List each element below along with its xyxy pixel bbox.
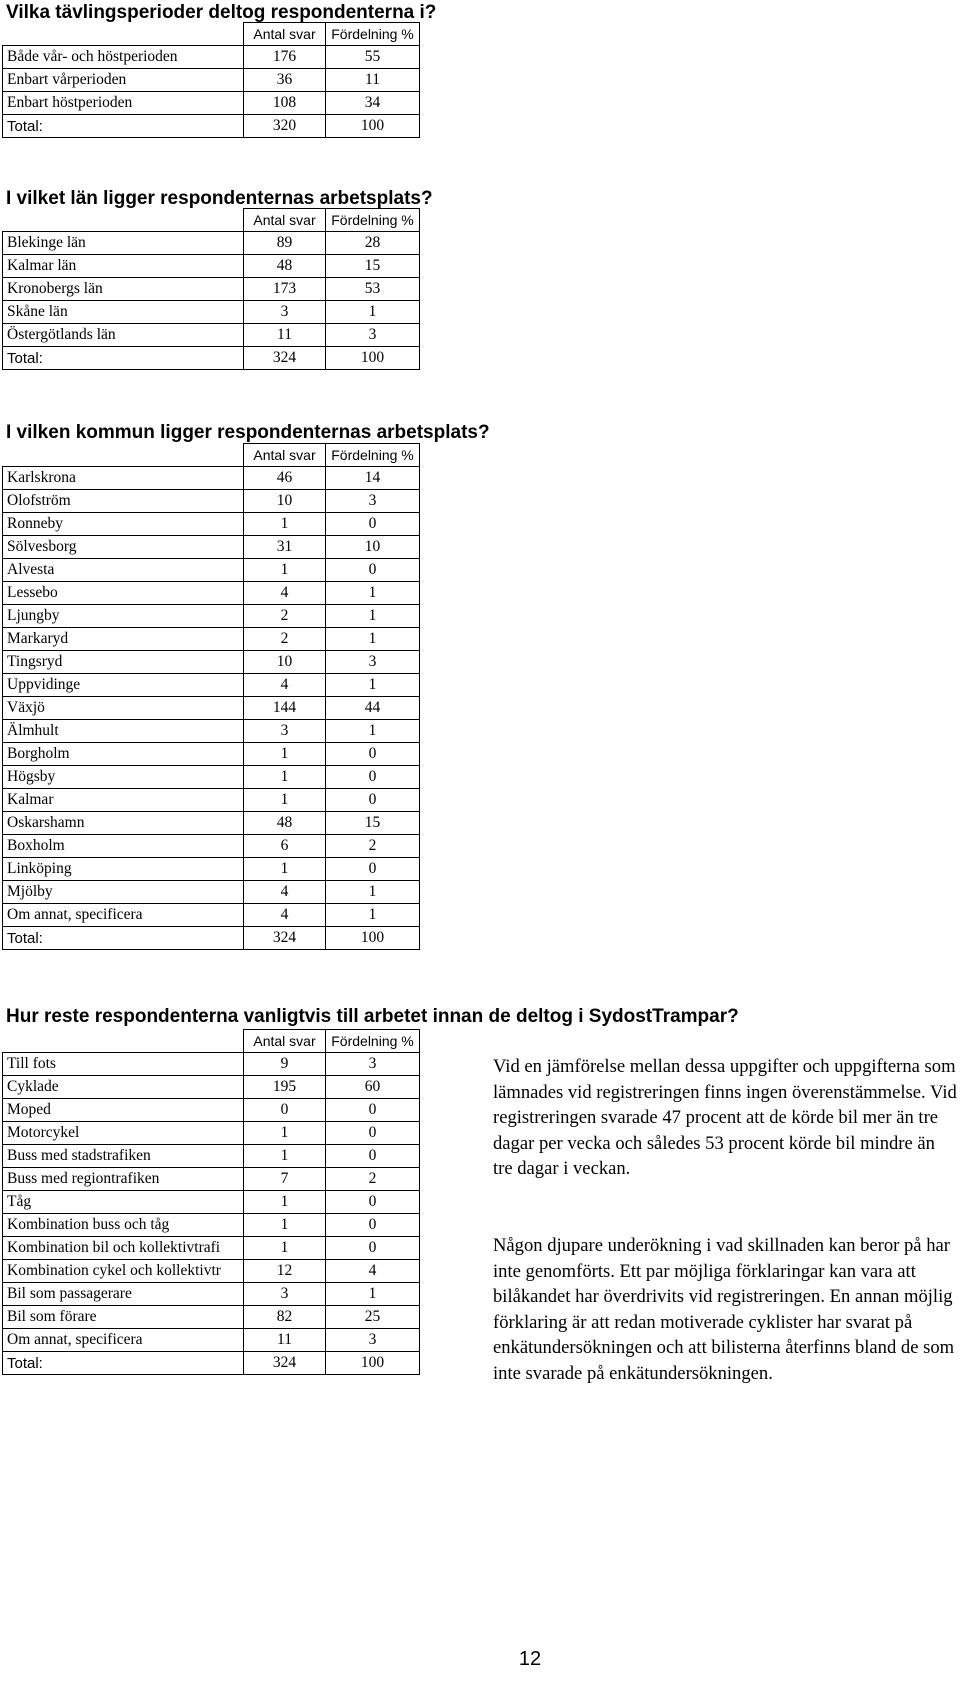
row-count: 2 [244,628,326,651]
row-count: 48 [244,255,326,278]
row-count: 11 [244,1329,326,1352]
total-row [3,115,420,138]
row-percent: 0 [326,1099,420,1122]
row-percent: 0 [326,513,420,536]
row-label: Kombination cykel och kollektivtr [3,1260,244,1283]
row-label: Till fots [3,1053,244,1076]
comparison-paragraph: Vid en jämförelse mellan dessa uppgifter och uppgifterna som lämnades vid registreringen finns ingen överenstämmelse. Vid registreringen svarade 47 procent att de körde bil mer än tre dagar per vecka och således 53 procent körde bil mindre än tre dagar i veckan. [493,1056,957,1180]
total-count: 320 [244,115,326,138]
table-row [3,1099,420,1122]
table-row [3,513,420,536]
row-count: 1 [244,1237,326,1260]
row-label: Enbart höstperioden [3,92,244,115]
header-count: Antal svar [244,444,326,467]
table-row [3,69,420,92]
row-percent: 1 [326,628,420,651]
row-percent: 1 [326,904,420,927]
row-label: Ljungby [3,605,244,628]
total-count: 324 [244,1352,326,1375]
row-label: Kalmar [3,789,244,812]
row-percent: 34 [326,92,420,115]
row-percent: 3 [326,1053,420,1076]
total-percent: 100 [326,1352,420,1375]
row-count: 6 [244,835,326,858]
total-row [3,927,420,950]
row-count: 1 [244,766,326,789]
header-percent: Fördelning % [326,444,420,467]
row-count: 3 [244,1283,326,1306]
row-count: 1 [244,1122,326,1145]
table-row [3,835,420,858]
table-row [3,881,420,904]
total-percent: 100 [326,115,420,138]
row-percent: 3 [326,324,420,347]
table-row [3,490,420,513]
table-row [3,1122,420,1145]
header-percent: Fördelning % [326,209,420,232]
row-count: 4 [244,582,326,605]
row-label: Motorcykel [3,1122,244,1145]
row-count: 10 [244,490,326,513]
section-title-municipality: I vilken kommun ligger respondenternas arbetsplats? [6,422,490,443]
table-row [3,697,420,720]
row-label: Växjö [3,697,244,720]
row-percent: 25 [326,1306,420,1329]
table-row [3,1283,420,1306]
header-count: Antal svar [244,23,326,46]
table-row [3,720,420,743]
row-percent: 0 [326,1214,420,1237]
table-row [3,1168,420,1191]
row-percent: 3 [326,1329,420,1352]
table-row [3,904,420,927]
table-row [3,1076,420,1099]
row-count: 1 [244,789,326,812]
row-label: Blekinge län [3,232,244,255]
row-count: 173 [244,278,326,301]
table-row [3,789,420,812]
table-row [3,559,420,582]
total-label: Total: [3,347,244,370]
row-count: 7 [244,1168,326,1191]
row-count: 1 [244,858,326,881]
row-count: 1 [244,1214,326,1237]
row-label: Om annat, specificera [3,904,244,927]
table-row [3,1191,420,1214]
row-label: Linköping [3,858,244,881]
row-label: Oskarshamn [3,812,244,835]
row-count: 36 [244,69,326,92]
row-percent: 0 [326,743,420,766]
row-percent: 1 [326,301,420,324]
row-percent: 28 [326,232,420,255]
row-count: 1 [244,559,326,582]
row-label: Kombination buss och tåg [3,1214,244,1237]
header-count: Antal svar [244,1030,326,1053]
row-label: Kronobergs län [3,278,244,301]
table-row [3,582,420,605]
section-title-periods: Vilka tävlingsperioder deltog respondenterna i? [6,2,437,23]
table-row [3,467,420,490]
row-count: 4 [244,904,326,927]
total-count: 324 [244,927,326,950]
row-count: 1 [244,1191,326,1214]
row-count: 1 [244,743,326,766]
row-percent: 0 [326,1237,420,1260]
row-percent: 1 [326,582,420,605]
table-county [2,208,420,370]
section-title-county: I vilket län ligger respondenternas arbetsplats? [6,188,433,209]
explanation-paragraph: Någon djupare underökning i vad skillnaden kan beror på har inte genomförts. Ett par möjliga förklaringar kan vara att bilåkandet har överdrivits vid registreringen. En annan möjlig förklaring är att redan motiverade cyklister har svarat på enkätundersökningen och att bilisterna återfinns bland de som inte svarade på enkätundersökningen. [493,1235,955,1384]
header-blank-cell [3,209,244,232]
row-label: Tåg [3,1191,244,1214]
table-header-row [3,1030,420,1053]
row-count: 4 [244,674,326,697]
total-label: Total: [3,115,244,138]
header-blank-cell [3,23,244,46]
row-count: 1 [244,513,326,536]
row-label: Älmhult [3,720,244,743]
table-row [3,1260,420,1283]
row-label: Buss med stadstrafiken [3,1145,244,1168]
row-percent: 0 [326,766,420,789]
total-count: 324 [244,347,326,370]
row-count: 11 [244,324,326,347]
row-label: Olofström [3,490,244,513]
row-label: Bil som passagerare [3,1283,244,1306]
total-label: Total: [3,1352,244,1375]
table-row [3,46,420,69]
row-count: 82 [244,1306,326,1329]
row-percent: 1 [326,720,420,743]
total-row [3,1352,420,1375]
row-label: Mjölby [3,881,244,904]
table-row [3,536,420,559]
row-label: Borgholm [3,743,244,766]
total-label: Total: [3,927,244,950]
row-percent: 1 [326,605,420,628]
row-label: Cyklade [3,1076,244,1099]
row-count: 1 [244,1145,326,1168]
table-row [3,743,420,766]
row-percent: 3 [326,651,420,674]
row-percent: 55 [326,46,420,69]
row-label: Uppvidinge [3,674,244,697]
table-row [3,651,420,674]
table-row [3,278,420,301]
table-row [3,628,420,651]
row-percent: 60 [326,1076,420,1099]
table-header-row [3,23,420,46]
row-count: 4 [244,881,326,904]
table-row [3,858,420,881]
row-label: Karlskrona [3,467,244,490]
table-row [3,255,420,278]
row-label: Både vår- och höstperioden [3,46,244,69]
row-label: Bil som förare [3,1306,244,1329]
row-percent: 15 [326,812,420,835]
row-count: 89 [244,232,326,255]
row-label: Enbart vårperioden [3,69,244,92]
row-count: 10 [244,651,326,674]
table-row [3,1214,420,1237]
row-percent: 1 [326,1283,420,1306]
table-row [3,92,420,115]
row-percent: 0 [326,858,420,881]
row-percent: 0 [326,1122,420,1145]
table-row [3,1145,420,1168]
table-row [3,232,420,255]
row-count: 144 [244,697,326,720]
row-percent: 1 [326,881,420,904]
row-percent: 53 [326,278,420,301]
row-percent: 44 [326,697,420,720]
row-percent: 0 [326,1145,420,1168]
table-municipality [2,443,420,950]
row-label: Tingsryd [3,651,244,674]
row-count: 9 [244,1053,326,1076]
row-label: Högsby [3,766,244,789]
row-count: 12 [244,1260,326,1283]
table-row [3,301,420,324]
row-percent: 14 [326,467,420,490]
row-count: 108 [244,92,326,115]
table-row [3,1053,420,1076]
table-travel-mode [2,1029,420,1375]
row-count: 3 [244,301,326,324]
row-percent: 0 [326,559,420,582]
row-label: Om annat, specificera [3,1329,244,1352]
table-row [3,1237,420,1260]
row-label: Lessebo [3,582,244,605]
table-row [3,1329,420,1352]
row-percent: 2 [326,1168,420,1191]
table-row [3,324,420,347]
total-percent: 100 [326,347,420,370]
table-row [3,766,420,789]
table-row [3,812,420,835]
row-percent: 2 [326,835,420,858]
header-blank-cell [3,444,244,467]
row-count: 3 [244,720,326,743]
row-label: Östergötlands län [3,324,244,347]
row-label: Alvesta [3,559,244,582]
table-header-row [3,444,420,467]
row-count: 0 [244,1099,326,1122]
row-percent: 11 [326,69,420,92]
row-count: 48 [244,812,326,835]
total-row [3,347,420,370]
row-percent: 1 [326,674,420,697]
row-label: Buss med regiontrafiken [3,1168,244,1191]
row-label: Kombination bil och kollektivtrafi [3,1237,244,1260]
header-count: Antal svar [244,209,326,232]
table-row [3,605,420,628]
total-percent: 100 [326,927,420,950]
row-label: Skåne län [3,301,244,324]
row-percent: 0 [326,789,420,812]
header-percent: Fördelning % [326,1030,420,1053]
row-percent: 3 [326,490,420,513]
header-blank-cell [3,1030,244,1053]
row-count: 2 [244,605,326,628]
section-title-travel-mode: Hur reste respondenterna vanligtvis till arbetet innan de deltog i SydostTrampar? [6,1006,739,1027]
row-label: Boxholm [3,835,244,858]
row-count: 195 [244,1076,326,1099]
row-percent: 0 [326,1191,420,1214]
row-label: Kalmar län [3,255,244,278]
table-row [3,674,420,697]
table-header-row [3,209,420,232]
table-row [3,1306,420,1329]
table-periods [2,22,420,138]
row-label: Ronneby [3,513,244,536]
row-percent: 4 [326,1260,420,1283]
row-percent: 10 [326,536,420,559]
row-label: Moped [3,1099,244,1122]
row-count: 46 [244,467,326,490]
row-count: 31 [244,536,326,559]
row-label: Sölvesborg [3,536,244,559]
page-number: 12 [518,1648,542,1670]
row-percent: 15 [326,255,420,278]
row-label: Markaryd [3,628,244,651]
row-count: 176 [244,46,326,69]
header-percent: Fördelning % [326,23,420,46]
